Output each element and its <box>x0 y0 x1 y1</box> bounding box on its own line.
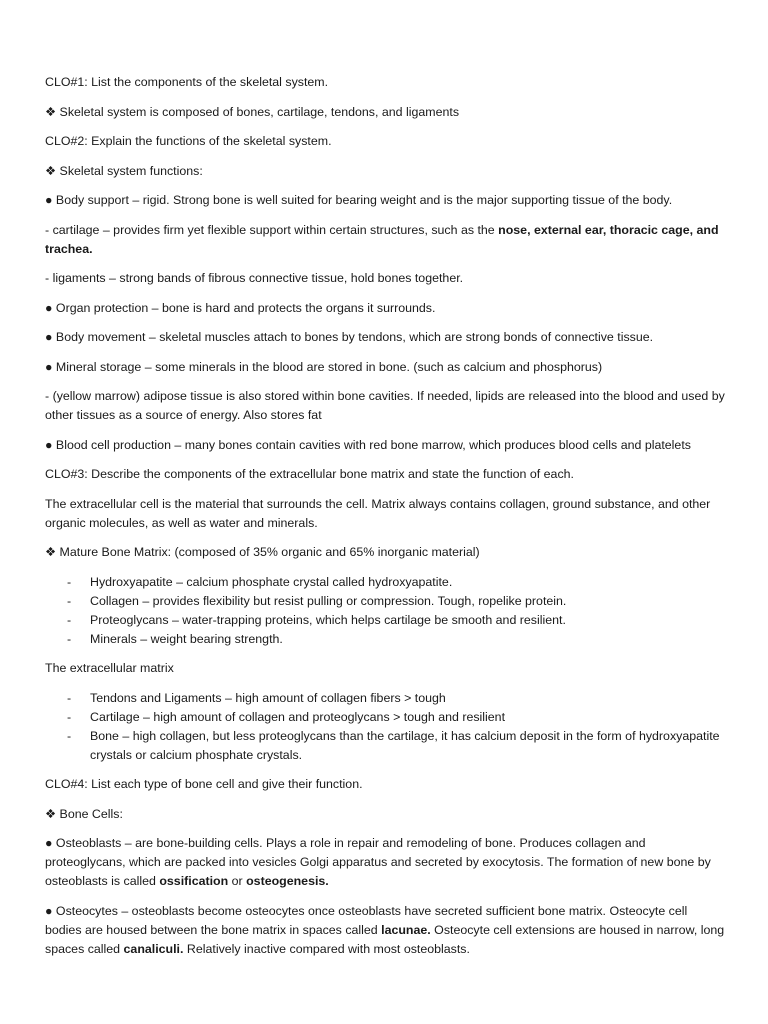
skeletal-components-text: ❖ Skeletal system is composed of bones, cartilage, tendons, and ligaments <box>45 104 460 119</box>
organ-protection-text: ● Organ protection – bone is hard and protects the organs it surrounds. <box>45 300 436 315</box>
cartilage-text <box>45 221 725 259</box>
list-item <box>45 611 725 630</box>
mature-matrix-heading: ❖ Mature Bone Matrix: (composed of 35% organic and 65% inorganic material) <box>45 545 480 559</box>
osteocytes-text-mid: Osteocyte cell extensions are housed in narrow, long spaces called <box>45 922 725 956</box>
mineral-storage-text: ● Mineral storage – some minerals in the blood are stored in bone. (such as calcium and phosphorus) <box>45 359 603 374</box>
list-item <box>45 592 725 611</box>
osteoblasts-text-plain: ● Osteoblasts – are bone-building cells. Plays a role in repair and remodeling of bone. Produces collagen and proteoglycans, which are packed into vesicles Golgi apparatus and secreted by exocytosis. The formation of new bone by osteoblasts is called <box>45 836 711 888</box>
cartilage-text-plain: - cartilage – provides firm yet flexible support within certain structures, such as the <box>45 222 499 237</box>
bone-cells-heading: ❖ Bone Cells: <box>45 806 123 821</box>
list-item-text: Collagen – provides flexibility but resist pulling or compression. Tough, ropelike protein. <box>90 593 567 608</box>
osteoblasts-text <box>45 834 725 891</box>
lacunae-term: lacunae. <box>381 922 431 937</box>
canaliculi-term: canaliculi. <box>123 941 184 956</box>
osteogenesis-term: osteogenesis. <box>246 874 329 888</box>
list-item-text: Hydroxyapatite – calcium phosphate crystal called hydroxyapatite. <box>90 574 453 589</box>
blood-cell-text: ● Blood cell production – many bones contain cavities with red bone marrow, which produces blood cells and platelets <box>45 437 691 452</box>
ossification-term: ossification <box>159 874 229 888</box>
matrix-list <box>45 573 725 649</box>
clo4-heading: CLO#4: List each type of bone cell and give their function. <box>45 777 363 791</box>
body-movement-text: ● Body movement – skeletal muscles attach to bones by tendons, which are strong bonds of connective tissue. <box>45 330 654 344</box>
clo2-heading: CLO#2: Explain the functions of the skeletal system. <box>45 134 332 148</box>
body-support-text: ● Body support – rigid. Strong bone is well suited for bearing weight and is the major supporting tissue of the body. <box>45 193 673 207</box>
osteocytes-text <box>45 902 725 959</box>
list-item <box>45 630 725 649</box>
list-item-text: Cartilage – high amount of collagen and proteoglycans > tough and resilient <box>90 709 506 724</box>
dash-marker: - <box>67 631 72 646</box>
document-page <box>45 73 725 969</box>
ligaments-text: - ligaments – strong bands of fibrous connective tissue, hold bones together. <box>45 271 464 285</box>
list-item <box>45 573 725 592</box>
list-item <box>45 727 725 765</box>
dash-marker: - <box>67 612 72 627</box>
list-item-text: Proteoglycans – water-trapping proteins, which helps cartilage be smooth and resilient. <box>90 612 566 627</box>
cartilage-structures-bold: nose, external ear, thoracic cage, and trachea. <box>45 222 719 256</box>
clo1-heading: CLO#1: List the components of the skeletal system. <box>45 75 329 89</box>
list-item <box>45 708 725 727</box>
yellow-marrow-text: - (yellow marrow) adipose tissue is also stored within bone cavities. If needed, lipids are released into the blood and used by other tissues as a source of energy. Also stores fat <box>45 389 725 422</box>
list-item-text: Minerals – weight bearing strength. <box>90 631 283 646</box>
clo3-heading: CLO#3: Describe the components of the extracellular bone matrix and state the function of each. <box>45 467 574 481</box>
or-connector: or <box>228 874 247 888</box>
ecm-heading: The extracellular matrix <box>45 661 174 675</box>
list-item <box>45 689 725 708</box>
dash-marker: - <box>67 574 72 589</box>
dash-marker: - <box>67 728 72 743</box>
osteocytes-text-end: Relatively inactive compared with most osteoblasts. <box>183 941 470 956</box>
dash-marker: - <box>67 690 72 705</box>
functions-heading: ❖ Skeletal system functions: <box>45 163 203 178</box>
extracellular-definition: The extracellular cell is the material that surrounds the cell. Matrix always contains collagen, ground substance, and other organic molecules, as well as water and minerals. <box>45 496 711 530</box>
dash-marker: - <box>67 709 72 724</box>
list-item-text: Tendons and Ligaments – high amount of collagen fibers > tough <box>90 690 446 705</box>
osteocytes-text-plain: ● Osteocytes – osteoblasts become osteocytes once osteoblasts have secreted sufficient bone matrix. Osteocyte cell bodies are housed between the bone matrix in spaces called <box>45 903 688 937</box>
list-item-text: Bone – high collagen, but less proteoglycans than the cartilage, it has calcium deposit in the form of hydroxyapatite crystals or calcium phosphate crystals. <box>90 728 720 762</box>
ecm-list <box>45 689 725 765</box>
dash-marker: - <box>67 593 72 608</box>
